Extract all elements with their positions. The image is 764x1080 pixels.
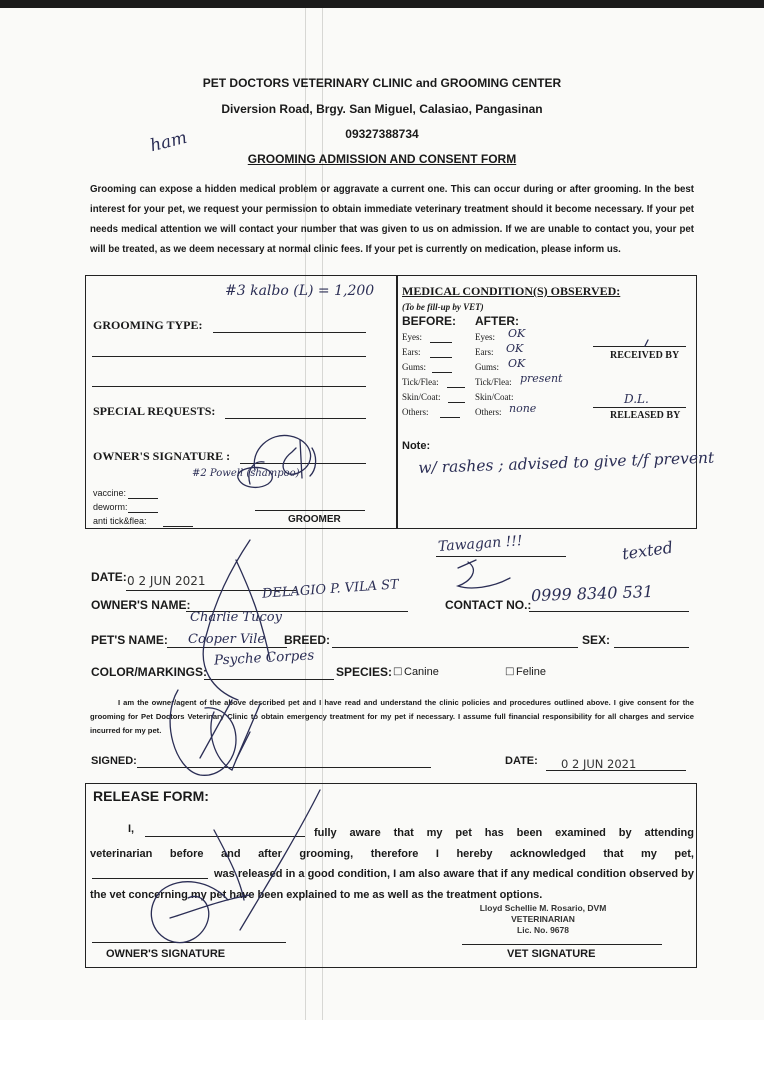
received-by-line[interactable]: [593, 346, 686, 347]
vet-signature-line[interactable]: [462, 944, 662, 945]
before-others-label: Others:: [402, 407, 429, 417]
medical-subtitle: (To be fill-up by VET): [402, 302, 484, 312]
vaccine-label: vaccine:: [93, 488, 127, 498]
contact-label: CONTACT NO.:: [445, 598, 532, 612]
release-text-1-cont: veterinarian before and after grooming, therefore I hereby acknowledged that my pet,: [90, 848, 694, 860]
tawagan-note: Tawagan !!!: [437, 533, 524, 555]
consent-date-label: DATE:: [505, 755, 538, 767]
vet-signature-label: VET SIGNATURE: [507, 948, 596, 960]
released-by-line[interactable]: [593, 407, 686, 408]
before-eyes-line[interactable]: [430, 342, 452, 343]
pet-name-line[interactable]: [167, 647, 287, 648]
consent-date-line[interactable]: [546, 770, 686, 771]
date-label: DATE:: [91, 570, 127, 584]
before-others-line[interactable]: [440, 417, 460, 418]
clinic-name: PET DOCTORS VETERINARY CLINIC and GROOMING CENTER: [202, 76, 562, 90]
release-text-1b: [90, 844, 694, 865]
vet-stamp: [468, 903, 618, 936]
color-markings-label: COLOR/MARKINGS:: [91, 665, 207, 679]
before-ears-label: Ears:: [402, 347, 421, 357]
before-tickflea-label: Tick/Flea:: [402, 377, 439, 387]
before-gums-line[interactable]: [432, 372, 452, 373]
vet-stamp-license: Lic. No. 9678: [517, 925, 569, 935]
grooming-type-line[interactable]: [213, 332, 366, 333]
grooming-line-3[interactable]: [92, 386, 366, 387]
sex-label: SEX:: [582, 633, 611, 647]
vet-stamp-name: Lloyd Schellie M. Rosario, DVM: [479, 903, 607, 913]
contact-line[interactable]: [529, 611, 689, 612]
before-gums-label: Gums:: [402, 362, 427, 372]
after-eyes-label: Eyes:: [475, 332, 495, 342]
pet-name-value: Cooper Vile: [188, 632, 266, 647]
deworm-label: deworm:: [93, 502, 128, 512]
vet-stamp-title: VETERINARIAN: [511, 914, 575, 924]
owner-signature-line[interactable]: [240, 463, 366, 464]
clinic-address: Diversion Road, Brgy. San Miguel, Calasiao, Pangasinan: [221, 102, 543, 116]
breed-line[interactable]: [332, 647, 578, 648]
groomer-line[interactable]: [255, 510, 365, 511]
after-tickflea-value: present: [520, 372, 563, 385]
contact-value: 0999 8340 531: [530, 581, 654, 606]
before-tickflea-line[interactable]: [447, 387, 465, 388]
groomer-label: GROOMER: [288, 514, 341, 525]
clinic-phone: 09327388734: [345, 127, 419, 141]
after-others-label: Others:: [475, 407, 502, 417]
grooming-section-box: [85, 275, 398, 529]
tick-flea-label: anti tick&flea:: [93, 516, 147, 526]
grooming-type-label: GROOMING TYPE:: [93, 318, 203, 332]
shampoo-note: #2 Powell (shampoo): [192, 468, 300, 479]
owner-name-label: OWNER'S NAME:: [91, 598, 191, 612]
release-text-1: fully aware that my pet has been examined by attending: [314, 827, 694, 839]
after-ears-label: Ears:: [475, 347, 494, 357]
tawagan-underline: [436, 556, 566, 557]
medical-title: MEDICAL CONDITION(S) OBSERVED:: [402, 284, 621, 298]
tick-flea-line[interactable]: [163, 526, 193, 527]
released-by-label: RELEASED BY: [610, 410, 681, 421]
grooming-type-value: #3 kalbo (L) = 1,200: [225, 283, 375, 299]
breed-label: BREED:: [284, 633, 331, 647]
before-label: BEFORE:: [402, 314, 456, 328]
after-gums-label: Gums:: [475, 362, 500, 372]
owner-name-value: Charlie Tucoy: [190, 610, 282, 625]
owner-release-signature-label: OWNER'S SIGNATURE: [106, 948, 226, 960]
pet-name-label: PET'S NAME:: [91, 633, 168, 647]
texted-note: texted: [620, 537, 675, 564]
signed-line[interactable]: [137, 767, 431, 768]
before-skincoat-line[interactable]: [448, 402, 465, 403]
received-by-label: RECEIVED BY: [610, 350, 680, 361]
owner-address-value: DELAGIO P. VILA ST: [261, 577, 400, 602]
release-text-2: was released in a good condition, I am also aware that if any medical condition observed by the vet concerning my pet have been explained to me as well as the treatment options.: [90, 868, 694, 901]
special-requests-line[interactable]: [225, 418, 366, 419]
note-value: w/ rashes ; advised to give t/f prevent: [418, 448, 715, 477]
after-ears-value: OK: [506, 342, 524, 355]
release-title: RELEASE FORM:: [93, 788, 209, 804]
after-label: AFTER:: [475, 314, 519, 328]
consent-paragraph: I am the owner/agent of the above described pet and I have read and understand the clinic policies and procedures outlined above. I give consent for the grooming for Pet Doctors Veterinary Clinic to obtain emergency treatment for my pet if necessary. I assume full financial responsibility for all charges and service incurred for my pet.: [90, 698, 694, 735]
color-markings-value: Psyche Corpes: [213, 647, 315, 669]
grooming-line-2[interactable]: [92, 356, 366, 357]
release-text-1a: [314, 823, 694, 844]
sex-line[interactable]: [614, 647, 689, 648]
vaccine-line[interactable]: [128, 498, 158, 499]
consent-date-stamp: 0 2 JUN 2021: [561, 757, 637, 771]
signed-label: SIGNED:: [91, 755, 137, 767]
after-skincoat-label: Skin/Coat:: [475, 392, 514, 402]
released-by-value: D.L.: [624, 392, 649, 406]
feline-label: Feline: [516, 666, 546, 678]
owner-release-signature-line[interactable]: [92, 942, 286, 943]
scan-top-edge: [0, 0, 764, 8]
canine-label: Canine: [404, 666, 439, 678]
color-markings-line[interactable]: [204, 679, 334, 680]
feline-checkbox[interactable]: □: [505, 666, 515, 677]
after-gums-value: OK: [508, 357, 526, 370]
before-ears-line[interactable]: [430, 357, 452, 358]
species-label: SPECIES:: [336, 665, 393, 679]
date-stamp: 0 2 JUN 2021: [127, 574, 206, 588]
after-eyes-value: OK: [508, 327, 526, 340]
before-skincoat-label: Skin/Coat:: [402, 392, 441, 402]
intro-paragraph: Grooming can expose a hidden medical problem or aggravate a current one. This can occur during or after grooming. In the best interest for your pet, we request your permission to obtain immediate veterinary treatment should it become necessary. If your pet needs medical attention we will contact your number that was given to us on admission. If we are unable to contact you, your pet will be treated, as we deem necessary at normal clinic fees. If your pet is currently on medication, please inform us.: [90, 184, 694, 255]
before-eyes-label: Eyes:: [402, 332, 422, 342]
handwritten-corner-note: ham: [148, 127, 190, 157]
deworm-line[interactable]: [128, 512, 158, 513]
note-label: Note:: [402, 440, 431, 452]
canine-checkbox[interactable]: □: [393, 666, 403, 677]
after-others-value: none: [509, 402, 537, 415]
release-i-label: I,: [128, 823, 135, 835]
release-name-line[interactable]: [145, 836, 305, 837]
owner-signature-label: OWNER'S SIGNATURE :: [93, 449, 231, 463]
form-title: GROOMING ADMISSION AND CONSENT FORM: [247, 152, 517, 166]
special-requests-label: SPECIAL REQUESTS:: [93, 404, 216, 418]
after-tickflea-label: Tick/Flea:: [475, 377, 512, 387]
scan-bottom-margin: [0, 1020, 764, 1080]
